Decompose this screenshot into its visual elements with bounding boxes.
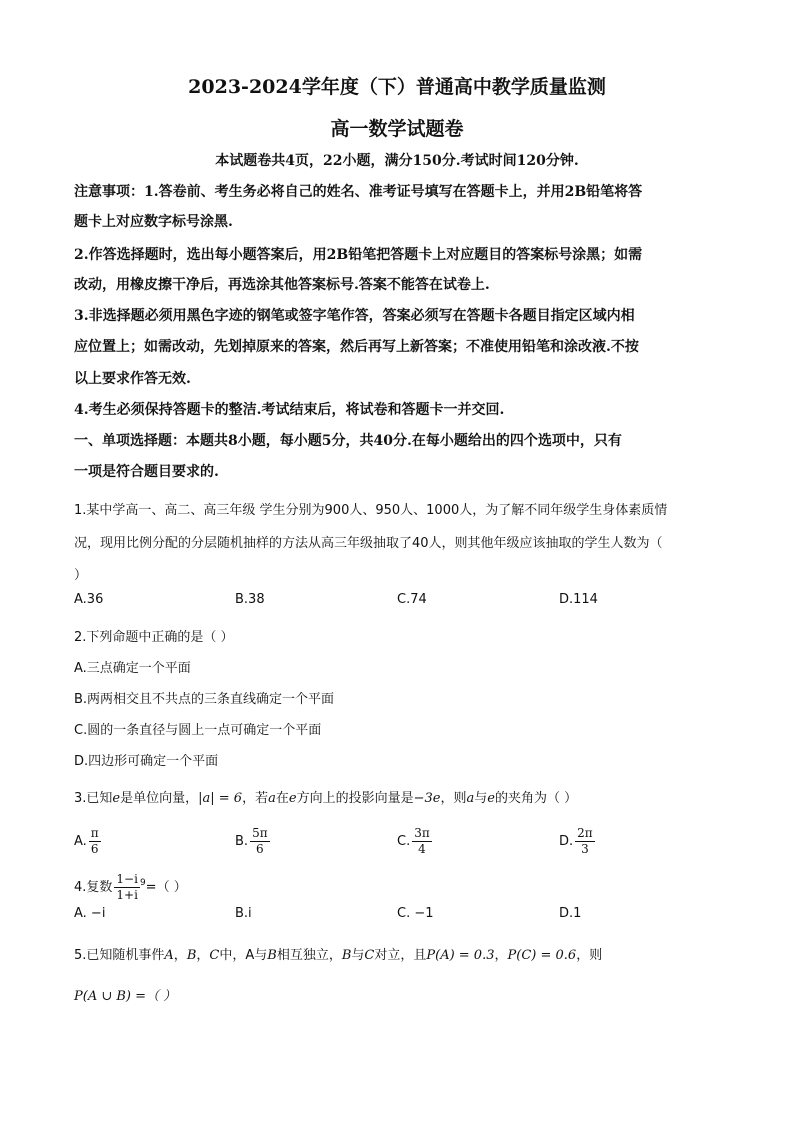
denominator: 6 xyxy=(90,842,99,856)
text-run: 3.已知 xyxy=(74,791,113,806)
option-b: B.两两相交且不共点的三条直线确定一个平面 xyxy=(74,692,335,707)
notice-line: 4.考生必须保持答题卡的整洁.考试结束后，将试卷和答题卡一并交回. xyxy=(74,402,505,418)
options-row xyxy=(74,592,724,622)
section-line: 一、单项选择题：本题共8小题，每小题5分，共40分.在每小题给出的四个选项中，只有 xyxy=(74,433,622,449)
denominator: 4 xyxy=(418,842,426,856)
numerator: π xyxy=(90,826,99,840)
probability-union: P(A ∪ B) =（ ） xyxy=(74,989,177,1004)
denominator: 1+i xyxy=(116,888,138,902)
text-run: 的夹角为（ ） xyxy=(494,791,578,806)
question-text xyxy=(74,941,724,971)
notice-line: 3.非选择题必须用黑色字迹的钢笔或签字笔作答，答案必须写在答题卡各题目指定区域内相 xyxy=(74,308,635,324)
option-a xyxy=(74,826,101,857)
option-label: C. xyxy=(397,834,411,849)
option-c: C.74 xyxy=(397,592,427,607)
option-c xyxy=(397,826,432,857)
event-symbol: B xyxy=(186,948,197,963)
option-d: D.114 xyxy=(559,592,598,607)
option-a: A.三点确定一个平面 xyxy=(74,661,191,676)
probability-c: P(C) = 0.6 xyxy=(507,948,577,963)
option-label: A. xyxy=(74,834,87,849)
text-run: 是单位向量， xyxy=(120,791,199,806)
question-text: 况，现用比例分配的分层随机抽样的方法从高三年级抽取了40人，则其他年级应该抽取的学生人数为（ xyxy=(74,536,663,551)
event-symbol: B xyxy=(341,948,352,963)
notice-line: 注意事项：1.答卷前、考生务必将自己的姓名、准考证号填写在答题卡上，并用2B铅笔将答 xyxy=(74,184,643,200)
option-b xyxy=(235,826,270,857)
text-run: 对立，且 xyxy=(374,948,427,963)
fraction xyxy=(114,872,140,903)
question-text xyxy=(74,784,724,814)
text-run: ， xyxy=(196,948,210,963)
option-b: B.38 xyxy=(235,592,265,607)
notice-line: 改动，用橡皮擦干净后，再选涂其他答案标号.答案不能答在试卷上. xyxy=(74,277,490,293)
vector-a: a xyxy=(466,791,475,806)
projection-vector: −3e xyxy=(413,791,441,806)
text-run: 相互独立， xyxy=(276,948,342,963)
question-text xyxy=(74,982,724,1012)
numerator: 3π xyxy=(414,826,430,840)
numerator: 2π xyxy=(577,826,593,840)
option-a: A.36 xyxy=(74,592,104,607)
text-run: ， xyxy=(173,948,187,963)
question-text: 2.下列命题中正确的是（ ） xyxy=(74,630,234,645)
text-run: 5.已知随机事件 xyxy=(74,948,165,963)
event-symbol: A xyxy=(164,948,174,963)
text-run: ，则 xyxy=(576,948,603,963)
option-label: B. xyxy=(235,834,249,849)
question-text: 1.某中学高一、高二、高三年级 学生分别为900人、950人、1000人，为了解不同年级学生身体素质情 xyxy=(74,503,668,518)
notice-line: 应位置上；如需改动，先划掉原来的答案，然后再写上新答案；不准使用铅笔和涂改液.不按 xyxy=(74,339,639,355)
text-run: 与 xyxy=(474,791,488,806)
numerator: 5π xyxy=(252,826,268,840)
text-run: 与 xyxy=(351,948,365,963)
exam-subtitle: 高一数学试题卷 xyxy=(330,118,464,140)
vector-a: a xyxy=(268,791,276,806)
notice-line: 2.作答选择题时，选出每小题答案后，用2B铅笔把答题卡上对应题目的答案标号涂黑；如需 xyxy=(74,247,643,263)
question-text xyxy=(74,868,724,903)
vector-e: e xyxy=(487,791,495,806)
options-row xyxy=(74,906,724,936)
option-c: C. −1 xyxy=(397,906,434,921)
option-d xyxy=(559,826,595,857)
text-run: =（ ） xyxy=(145,880,187,895)
text-run: 4.复数 xyxy=(74,880,113,895)
option-c: C.圆的一条直径与圆上一点可确定一个平面 xyxy=(74,723,322,738)
probability-a: P(A) = 0.3 xyxy=(426,948,495,963)
vector-e: e xyxy=(112,791,121,806)
vector-a-magnitude: |a| = 6 xyxy=(198,791,243,806)
exponent: 9 xyxy=(139,878,146,888)
fraction xyxy=(412,826,432,857)
event-symbol: C xyxy=(364,948,375,963)
option-d: D.1 xyxy=(559,906,582,921)
event-symbol: C xyxy=(209,948,220,963)
fraction xyxy=(250,826,270,857)
text-run: ，则 xyxy=(440,791,467,806)
option-a: A. −i xyxy=(74,906,106,921)
option-d: D.四边形可确定一个平面 xyxy=(74,754,219,769)
numerator: 1−i xyxy=(116,872,138,886)
denominator: 3 xyxy=(581,842,589,856)
text-run: ，若 xyxy=(242,791,269,806)
exam-title: 2023-2024学年度（下）普通高中教学质量监测 xyxy=(188,76,606,98)
option-b: B.i xyxy=(235,906,252,921)
text-run: 中，A与 xyxy=(219,948,268,963)
text-run: 方向上的投影向量是 xyxy=(296,791,414,806)
notice-line: 以上要求作答无效. xyxy=(74,371,191,387)
options-row xyxy=(74,826,724,856)
vector-e: e xyxy=(288,791,297,806)
section-line: 一项是符合题目要求的. xyxy=(74,464,219,480)
fraction xyxy=(89,826,101,857)
fraction xyxy=(575,826,595,857)
text-run: ， xyxy=(494,948,508,963)
text-run: 在 xyxy=(275,791,289,806)
event-symbol: B xyxy=(267,948,277,963)
notice-line: 题卡上对应数字标号涂黑. xyxy=(74,214,233,230)
question-text: ） xyxy=(74,568,88,583)
denominator: 6 xyxy=(256,842,264,856)
exam-info: 本试题卷共4页，22小题，满分150分.考试时间120分钟. xyxy=(215,153,579,169)
option-label: D. xyxy=(559,834,574,849)
